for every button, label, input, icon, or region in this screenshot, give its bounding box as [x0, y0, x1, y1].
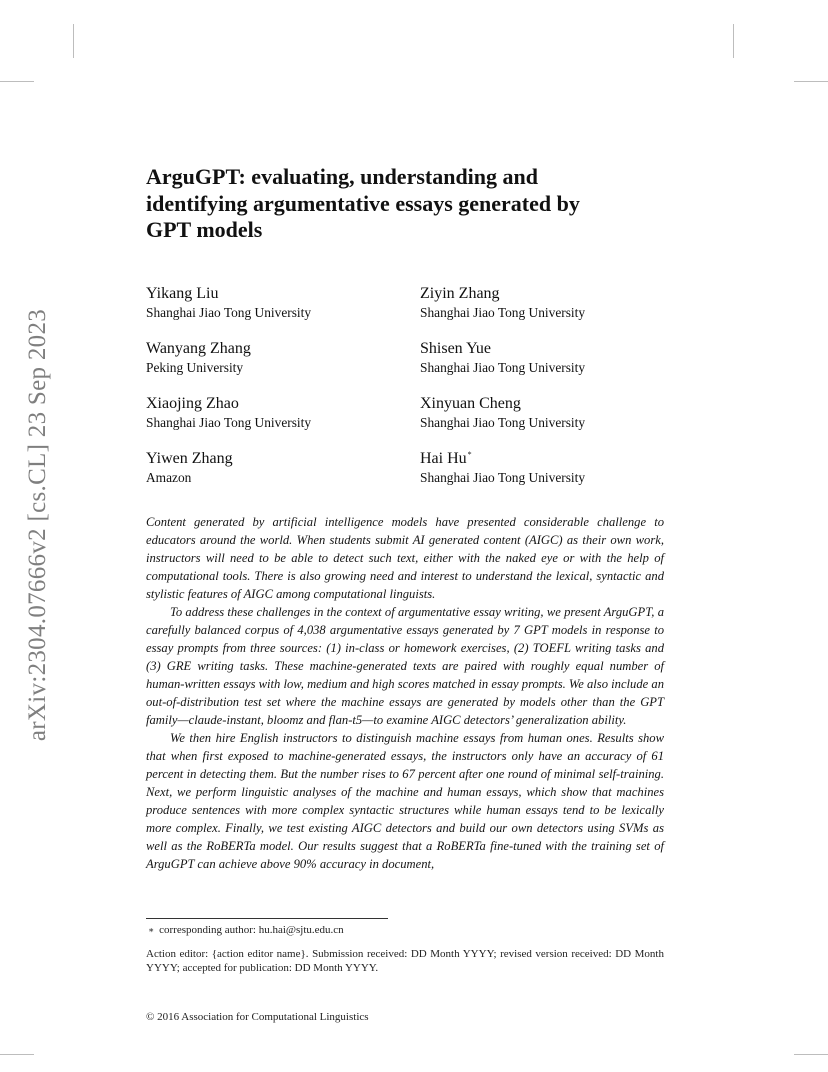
- author-block: [146, 445, 420, 487]
- author-list: [146, 280, 666, 487]
- author-name: Xiaojing Zhao: [146, 395, 239, 412]
- author-block: [146, 390, 420, 432]
- editor-note: Action editor: {action editor name}. Submission received: DD Month YYYY; revised version received: DD Month YYYY; accepted for publication: DD Month YYYY.: [146, 948, 664, 974]
- arxiv-id: arXiv:2304.07666v2 [cs.CL] 23 Sep 2023: [24, 308, 51, 742]
- author-block: [420, 445, 666, 487]
- crop-mark-top-left: [73, 24, 74, 58]
- author-name: Xinyuan Cheng: [420, 395, 521, 412]
- arxiv-stamp: [8, 290, 68, 760]
- abstract-paragraph: To address these challenges in the context of argumentative essay writing, we present ArguGPT, a carefully balanced corpus of 4,038 argumentative essays generated by 7 GPT models in response to essay prompts from three sources: (1) in-class or homework exercises, (2) TOEFL writing tasks and (3) GRE writing tasks. These machine-generated texts are paired with roughly equal number of human-written essays with low, medium and high scores matched in essay prompts. We also include an out-of-distribution test set where the machine essays are generated by models other than the GPT family—claude-instant, bloomz and flan-t5—to examine AIGC detectors’ generalization ability.: [146, 605, 664, 727]
- author-name: Hai Hu*: [420, 450, 472, 467]
- footnote-text: corresponding author: hu.hai@sjtu.edu.cn: [159, 924, 344, 936]
- author-affiliation: Shanghai Jiao Tong University: [420, 415, 586, 430]
- author-name: Shisen Yue: [420, 340, 491, 357]
- author-affiliation: Shanghai Jiao Tong University: [146, 305, 312, 320]
- crop-mark-left-upper: [0, 81, 34, 82]
- author-name: Yikang Liu: [146, 285, 219, 302]
- author-affiliation: Shanghai Jiao Tong University: [420, 305, 586, 320]
- author-block: [420, 280, 666, 322]
- crop-mark-top-right: [733, 24, 734, 58]
- author-name: Ziyin Zhang: [420, 285, 500, 302]
- footnote-rule: [146, 918, 388, 919]
- crop-mark-right-upper: [794, 81, 828, 82]
- author-block: [420, 390, 666, 432]
- author-affiliation: Shanghai Jiao Tong University: [420, 470, 586, 485]
- crop-mark-left-lower: [0, 1054, 34, 1055]
- author-affiliation: Peking University: [146, 360, 244, 375]
- author-affiliation: Shanghai Jiao Tong University: [420, 360, 586, 375]
- author-block: [146, 280, 420, 322]
- author-affiliation: Shanghai Jiao Tong University: [146, 415, 312, 430]
- copyright: © 2016 Association for Computational Linguistics: [146, 1011, 369, 1023]
- author-block: [420, 335, 666, 377]
- abstract: [146, 513, 664, 873]
- paper-title: ArguGPT: evaluating, understanding and identifying argumentative essays generated by GPT models: [146, 164, 580, 242]
- footnote-mark: ∗: [148, 925, 155, 935]
- abstract-paragraph: Content generated by artificial intelligence models have presented considerable challenge to educators around the world. When students submit AI generated content (AIGC) as their own work, instructors will need to be able to detect such text, either with the naked eye or with the help of computational tools. There is also growing need and interest to understand the lexical, syntactic and stylistic features of AIGC among computational linguists.: [146, 515, 664, 601]
- author-affiliation: Amazon: [146, 470, 192, 485]
- author-block: [146, 335, 420, 377]
- author-name: Yiwen Zhang: [146, 450, 233, 467]
- corresponding-author-mark: *: [467, 450, 472, 459]
- abstract-paragraph: We then hire English instructors to distinguish machine essays from human ones. Results show that when first exposed to machine-generated essays, the instructors only have an accuracy of 61 percent in detecting them. But the number rises to 67 percent after one round of minimal self-training. Next, we perform linguistic analyses of the machine and human essays, which show that machines produce sentences with more complex syntactic structures while human essays tend to be lexically more complex. Finally, we test existing AIGC detectors and build our own detectors using SVMs as well as the RoBERTa model. Our results suggest that a RoBERTa fine-tuned with the training set of ArguGPT can achieve above 90% accuracy in document,: [146, 731, 664, 871]
- footnote: [146, 923, 344, 937]
- crop-mark-right-lower: [794, 1054, 828, 1055]
- author-name: Wanyang Zhang: [146, 340, 251, 357]
